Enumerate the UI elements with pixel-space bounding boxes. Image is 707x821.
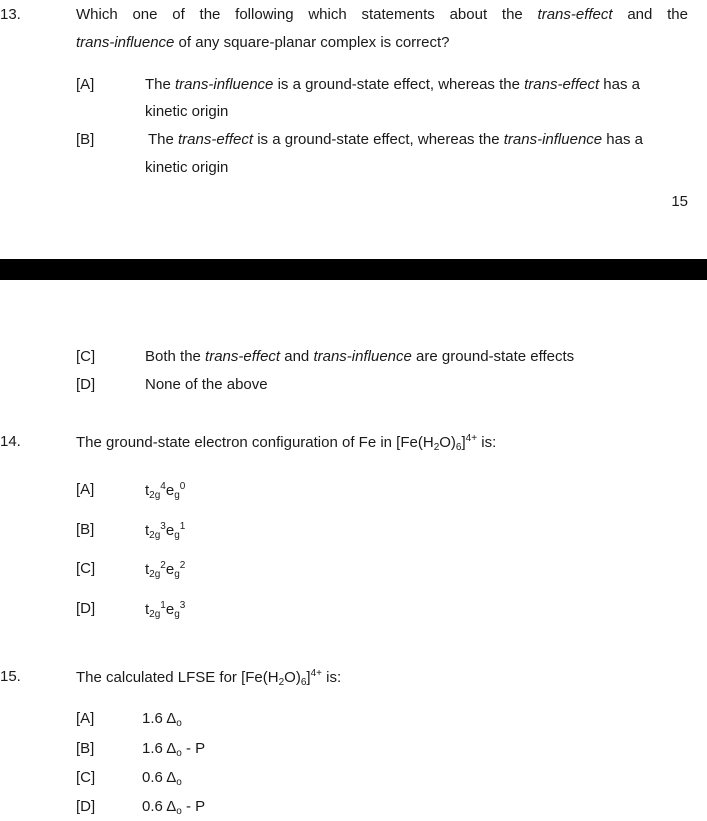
stem-text: The ground-state electron configuration of Fe in [Fe(H <box>76 434 434 451</box>
question-13-number: 13. <box>0 6 21 23</box>
q15-option-c-value <box>142 769 182 788</box>
q13-option-c-text <box>145 348 574 365</box>
stem-superscript: 4+ <box>310 668 322 679</box>
lfse-value: 0.6 Δ <box>142 798 177 815</box>
orbital: e <box>165 601 175 618</box>
orbital: e <box>165 522 175 539</box>
question-15-stem <box>76 668 341 688</box>
orbital-subscript: 2g <box>149 490 161 501</box>
orbital-subscript: g <box>174 530 180 541</box>
delta-subscript: o <box>176 806 182 817</box>
q14-option-b-config <box>145 521 185 541</box>
stem-italic: trans-influence <box>76 34 175 51</box>
orbital: t <box>145 561 150 578</box>
option-italic: trans-effect <box>205 348 281 365</box>
option-italic: trans-effect <box>524 76 600 93</box>
q13-option-d-text: None of the above <box>145 376 268 393</box>
orbital-subscript: g <box>174 569 180 580</box>
question-14-number: 14. <box>0 433 21 450</box>
q13-option-b-label: [B] <box>76 131 95 148</box>
q13-option-d-label: [D] <box>76 376 96 393</box>
option-text: and <box>280 348 314 365</box>
q15-option-a-value <box>142 710 182 729</box>
q13-option-b-line1 <box>148 131 643 148</box>
option-text: is a ground-state effect, whereas the <box>253 131 504 148</box>
orbital-subscript: 2g <box>149 609 161 620</box>
delta-subscript: o <box>176 748 182 759</box>
stem-text: O) <box>284 669 301 686</box>
page-break-bar <box>0 259 707 280</box>
electron-count: 1 <box>179 521 186 532</box>
option-text: is a ground-state effect, whereas the <box>273 76 525 93</box>
q14-option-a-config <box>145 481 185 501</box>
q14-option-d-config <box>145 600 185 620</box>
electron-count: 1 <box>160 600 166 611</box>
stem-text: Which one of the following which statements about the <box>76 6 538 23</box>
q14-option-b-label: [B] <box>76 521 95 538</box>
q13-option-b-line2: kinetic origin <box>145 159 229 176</box>
orbital-subscript: g <box>174 609 180 620</box>
option-text: has a <box>602 131 644 148</box>
stem-subscript: 2 <box>433 442 440 453</box>
option-italic: trans-influence <box>175 76 274 93</box>
pairing-term: - P <box>181 798 206 815</box>
delta-subscript: o <box>176 718 182 729</box>
electron-count: 4 <box>160 481 166 492</box>
stem-text: O) <box>439 434 456 451</box>
orbital-subscript: 2g <box>149 530 161 541</box>
stem-text: is: <box>321 669 342 686</box>
orbital-subscript: 2g <box>149 569 161 580</box>
orbital-subscript: g <box>174 490 180 501</box>
electron-count: 2 <box>179 560 186 571</box>
delta-subscript: o <box>176 777 182 788</box>
q14-option-c-label: [C] <box>76 560 96 577</box>
q15-option-b-label: [B] <box>76 740 95 757</box>
stem-text: and the <box>612 6 688 23</box>
q14-option-c-config <box>145 560 185 580</box>
orbital: t <box>145 601 150 618</box>
orbital: t <box>145 482 150 499</box>
option-italic: trans-influence <box>313 348 412 365</box>
q14-option-a-label: [A] <box>76 481 95 498</box>
lfse-value: 1.6 Δ <box>142 740 177 757</box>
orbital: e <box>165 561 175 578</box>
stem-subscript: 6 <box>455 442 462 453</box>
option-text: The <box>148 131 179 148</box>
question-13-stem-line2 <box>76 34 450 51</box>
pairing-term: - P <box>181 740 206 757</box>
option-text: are ground-state effects <box>411 348 575 365</box>
stem-text: of any square-planar complex is correct? <box>174 34 450 51</box>
option-italic: trans-effect <box>178 131 254 148</box>
option-text: Both the <box>145 348 206 365</box>
lfse-value: 1.6 Δ <box>142 710 177 727</box>
option-italic: trans-influence <box>503 131 603 148</box>
q13-option-a-label: [A] <box>76 76 95 93</box>
stem-text: ] <box>306 669 311 686</box>
electron-count: 2 <box>160 560 166 571</box>
q15-option-a-label: [A] <box>76 710 95 727</box>
orbital: t <box>145 522 150 539</box>
electron-count: 3 <box>160 521 166 532</box>
stem-text: The calculated LFSE for [Fe(H <box>76 669 279 686</box>
q15-option-c-label: [C] <box>76 769 96 786</box>
stem-text: is: <box>477 434 497 451</box>
q14-option-d-label: [D] <box>76 600 96 617</box>
option-text: The <box>145 76 176 93</box>
stem-subscript: 2 <box>278 677 285 688</box>
q13-option-a-line1 <box>145 76 640 93</box>
q15-option-d-value <box>142 798 205 817</box>
option-text: has a <box>599 76 641 93</box>
stem-superscript: 4+ <box>465 433 478 444</box>
stem-text: ] <box>461 434 466 451</box>
orbital: e <box>165 482 175 499</box>
electron-count: 3 <box>179 600 186 611</box>
q15-option-d-label: [D] <box>76 798 96 815</box>
stem-italic: trans-effect <box>537 6 613 23</box>
q15-option-b-value <box>142 740 205 759</box>
q13-option-a-line2: kinetic origin <box>145 103 229 120</box>
electron-count: 0 <box>179 481 186 492</box>
stem-subscript: 6 <box>300 677 307 688</box>
lfse-value: 0.6 Δ <box>142 769 177 786</box>
question-15-number: 15. <box>0 668 21 685</box>
question-14-stem <box>76 433 496 453</box>
q13-option-c-label: [C] <box>76 348 96 365</box>
question-13-stem-line1 <box>76 6 688 23</box>
page-number: 15 <box>671 193 688 210</box>
